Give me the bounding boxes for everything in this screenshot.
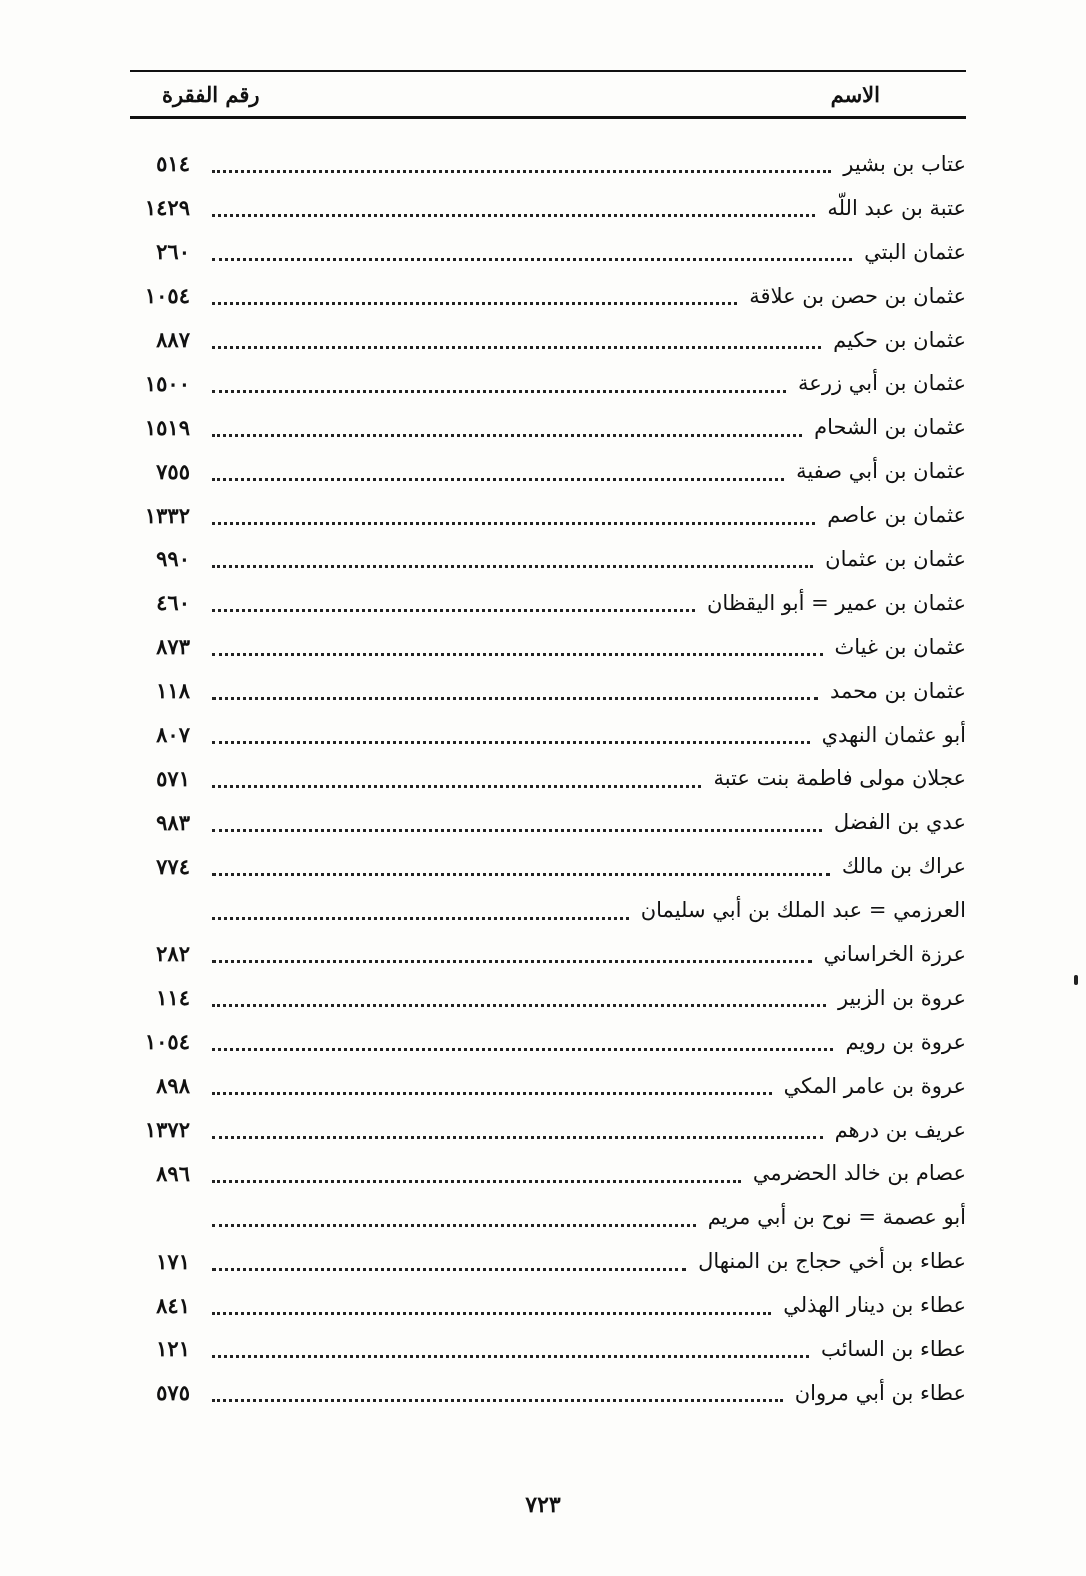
index-entry	[130, 405, 966, 449]
entry-name: عروة بن الزبير	[837, 985, 966, 1010]
dot-leader	[212, 1160, 741, 1183]
dot-leader	[212, 1204, 696, 1227]
dot-leader	[212, 238, 852, 261]
entry-name: عجلان مولى فاطمة بنت عتبة	[713, 766, 966, 791]
paragraph-number: ١٠٥٤	[144, 283, 190, 309]
paragraph-number-header: رقم الفقرة	[162, 81, 260, 107]
index-entry	[130, 274, 966, 318]
paragraph-number: ٩٨٣	[156, 809, 190, 835]
index-entry	[130, 888, 966, 932]
dot-leader	[212, 589, 695, 612]
paragraph-number: ٨٩٨	[156, 1073, 190, 1099]
paragraph-number: ٨٨٧	[156, 327, 190, 352]
paragraph-number: ٢٦٠	[156, 239, 190, 265]
index-entry	[130, 1327, 966, 1371]
entry-name: العرزمي = عبد الملك بن أبي سليمان	[640, 898, 966, 923]
index-entry	[130, 1239, 966, 1283]
entry-name: عثمان بن عمير = أبو اليقظان	[707, 590, 966, 615]
index-entry	[130, 449, 966, 493]
dot-leader	[212, 282, 737, 305]
index-entry	[130, 1371, 966, 1415]
paragraph-number: ٢٨٢	[156, 941, 190, 967]
dot-leader	[212, 458, 784, 481]
dot-leader	[212, 1335, 809, 1358]
dot-leader	[212, 326, 821, 349]
entry-name: عطاء بن أبي مروان	[794, 1380, 966, 1405]
table-header	[130, 72, 966, 116]
index-entry	[130, 186, 966, 230]
paragraph-number: ٤٦٠	[156, 590, 190, 616]
index-entry	[130, 230, 966, 274]
index-entry	[130, 493, 966, 537]
dot-leader	[212, 194, 815, 217]
dot-leader	[212, 984, 826, 1007]
index-entry	[130, 581, 966, 625]
entry-name: أبو عصمة = نوح بن أبي مريم	[707, 1205, 966, 1230]
entry-name: عثمان بن الشحام	[814, 415, 966, 440]
index-entry	[130, 932, 966, 976]
entry-name: عصام بن خالد الحضرمي	[752, 1161, 966, 1186]
index-entry	[130, 669, 966, 713]
index-entry	[130, 976, 966, 1020]
entry-name: عروة بن عامر المكي	[783, 1073, 966, 1098]
paragraph-number: ٨٠٧	[156, 722, 190, 748]
scan-mark	[1074, 975, 1078, 985]
dot-leader	[212, 809, 822, 832]
index-entry	[130, 1151, 966, 1195]
dot-leader	[212, 370, 786, 393]
paragraph-number: ١٥١٩	[144, 414, 190, 440]
entry-name: عتبة بن عبد اللّه	[827, 195, 966, 220]
entry-name: عثمان بن عاصم	[827, 503, 966, 528]
entry-name: عتاب بن بشير	[843, 151, 966, 176]
dot-leader	[212, 1379, 783, 1402]
index-entry	[130, 844, 966, 888]
paragraph-number: ٥١٤	[156, 151, 190, 177]
paragraph-number: ١١٤	[156, 985, 190, 1011]
dot-leader	[212, 853, 830, 876]
index-entry	[130, 625, 966, 669]
entry-name: عثمان بن أبي زرعة	[798, 371, 966, 396]
entry-name: عثمان بن غياث	[834, 634, 966, 659]
index-entry	[130, 1283, 966, 1327]
paragraph-number: ٧٥٥	[156, 458, 190, 484]
dot-leader	[212, 502, 815, 525]
paragraph-number: ١١٨	[156, 678, 190, 704]
entry-name: عروة بن رويم	[845, 1029, 966, 1054]
index-entry	[130, 318, 966, 362]
index-entry	[130, 1020, 966, 1064]
dot-leader	[212, 897, 629, 920]
paragraph-number: ٩٩٠	[156, 546, 190, 572]
entry-name: عطاء بن دينار الهذلي	[783, 1293, 966, 1318]
entry-name: عثمان بن عثمان	[825, 546, 966, 571]
entry-name: عرزة الخراساني	[823, 941, 966, 966]
dot-leader	[212, 414, 802, 437]
dot-leader	[212, 633, 823, 656]
entry-name: عثمان بن حكيم	[833, 327, 966, 352]
dot-leader	[212, 677, 818, 700]
paragraph-number: ١٥٠٠	[144, 370, 190, 396]
entry-name: عراك بن مالك	[841, 854, 966, 879]
paragraph-number: ١٣٧٢	[144, 1117, 190, 1143]
paragraph-number: ٧٧٤	[156, 853, 190, 879]
entry-name: عثمان بن حصن بن علاقة	[749, 283, 966, 308]
entry-name: عدي بن الفضل	[833, 810, 966, 835]
page-number: ٧٢٣	[525, 1492, 561, 1518]
paragraph-number: ٥٧١	[156, 765, 190, 791]
paragraph-number: ٨٩٦	[156, 1160, 190, 1186]
index-entry	[130, 800, 966, 844]
entry-name: عثمان البتي	[864, 239, 966, 264]
paragraph-number: ١٠٥٤	[144, 1029, 190, 1055]
dot-leader	[212, 1292, 771, 1315]
dot-leader	[212, 545, 813, 568]
index-entry	[130, 713, 966, 757]
entry-name: عثمان بن أبي صفية	[796, 459, 966, 484]
dot-leader	[212, 765, 701, 788]
index-entry	[130, 361, 966, 405]
entry-name: أبو عثمان النهدي	[821, 722, 966, 747]
index-entry	[130, 1108, 966, 1152]
dot-leader	[212, 721, 810, 744]
index-entry	[130, 142, 966, 186]
index-entry	[130, 1064, 966, 1108]
index-entry	[130, 1195, 966, 1239]
dot-leader	[212, 150, 831, 173]
dot-leader	[212, 1116, 823, 1139]
index-entry	[130, 756, 966, 800]
dot-leader	[212, 940, 812, 963]
header-bottom-rule	[130, 116, 966, 119]
paragraph-number: ١٣٣٢	[144, 502, 190, 528]
dot-leader	[212, 1072, 772, 1095]
paragraph-number: ٥٧٥	[156, 1380, 190, 1406]
entry-name: عريف بن درهم	[834, 1117, 966, 1142]
dot-leader	[212, 1028, 833, 1051]
paragraph-number: ١٤٢٩	[144, 195, 190, 221]
entry-name: عثمان بن محمد	[830, 678, 966, 703]
index-entry	[130, 537, 966, 581]
entry-name: عطاء بن السائب	[820, 1336, 966, 1361]
paragraph-number: ١٧١	[156, 1248, 190, 1274]
entry-name: عطاء بن أخي حجاج بن المنهال	[698, 1249, 966, 1274]
paragraph-number: ٨٤١	[156, 1292, 190, 1318]
dot-leader	[212, 1248, 686, 1271]
name-header: الاسم	[830, 81, 880, 107]
index-entries	[130, 142, 966, 1415]
paragraph-number: ٨٧٣	[156, 634, 190, 660]
paragraph-number: ١٢١	[156, 1336, 190, 1362]
